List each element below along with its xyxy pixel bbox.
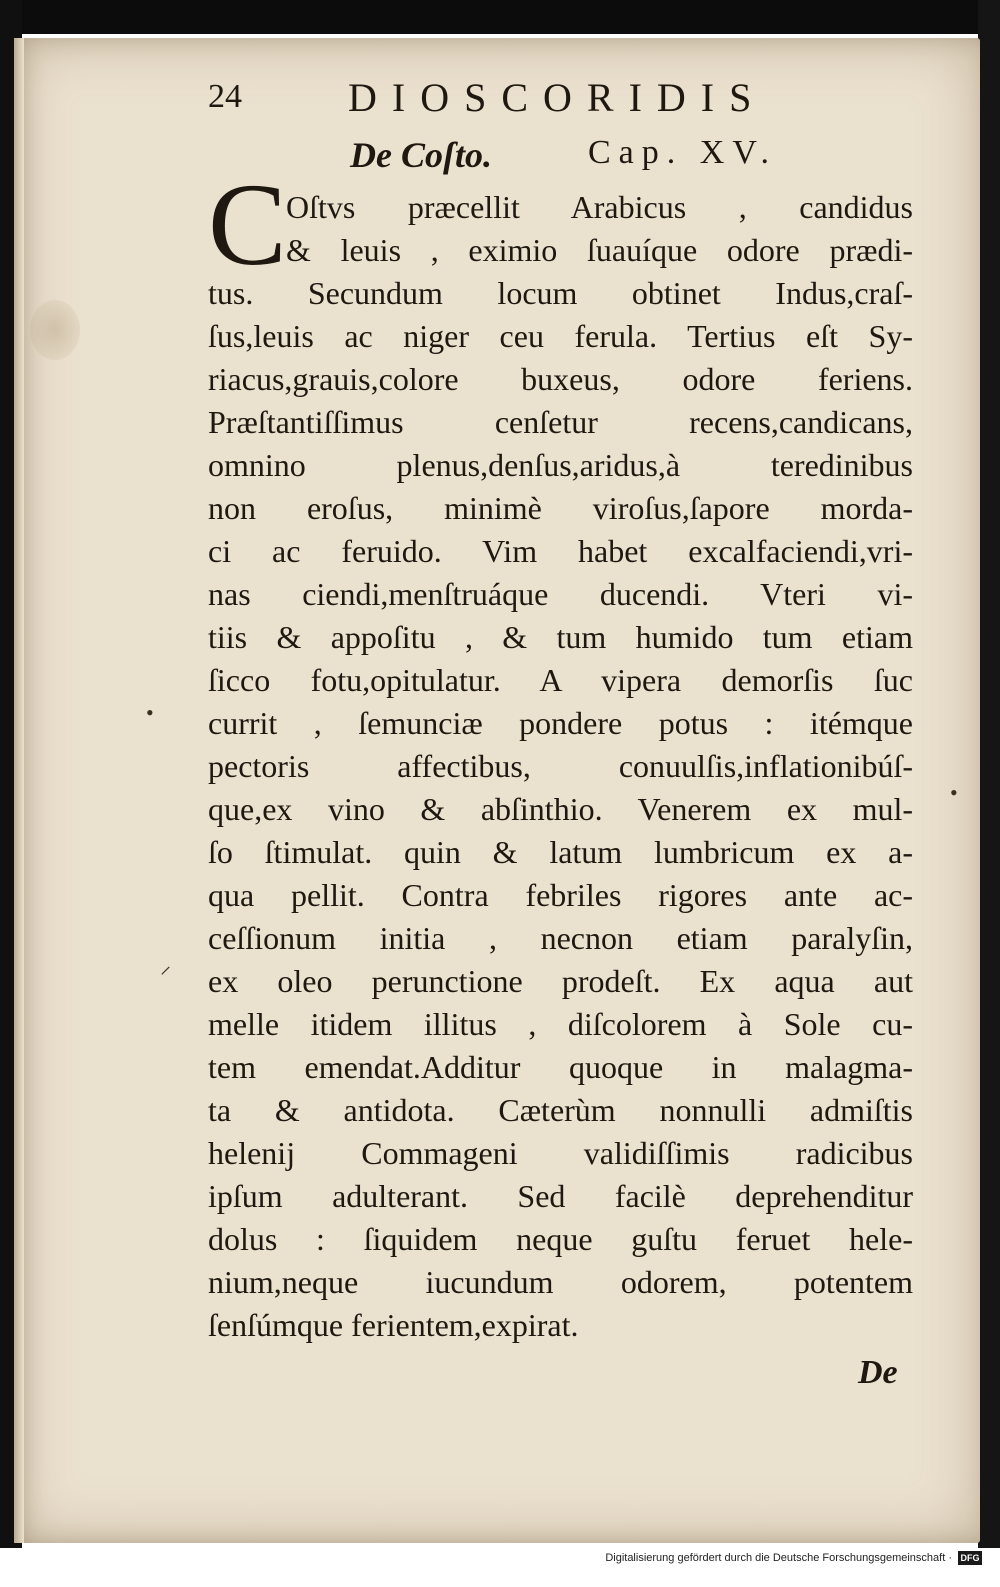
text-line: ex oleo perunctione prodeſt. Ex aqua aut [208, 963, 913, 999]
text-line: riacus,grauis,colore buxeus, odore feriens. [208, 361, 913, 397]
text-line: ſus,leuis ac niger ceu ferula. Tertius eſt Sy- [208, 318, 913, 354]
page-gutter-shadow [14, 38, 24, 1543]
text-line: Præſtantiſſimus cenſetur recens,candicans, [208, 404, 913, 440]
text-line: helenij Commageni validiſſimis radicibus [208, 1135, 913, 1171]
text-line: pectoris affectibus, conuulſis,inflationibúſ- [208, 748, 913, 784]
text-line: que,ex vino & abſinthio. Venerem ex mul- [208, 791, 913, 827]
text-line: Oſtvs præcellit Arabicus , candidus [286, 189, 913, 225]
digitization-credit: Digitalisierung gefördert durch die Deutsche Forschungsgemeinschaft · [605, 1552, 952, 1564]
chapter-title: De Coſto. [350, 135, 492, 175]
text-line: tus. Secundum locum obtinet Indus,craſ- [208, 275, 913, 311]
scan-background-right [978, 0, 1000, 1548]
margin-mark: • [146, 700, 154, 725]
body-text [208, 186, 913, 1347]
page-number: 24 [208, 78, 242, 115]
text-line: dolus : ſiquidem neque guſtu feruet hele- [208, 1221, 913, 1257]
text-line: ſo ſtimulat. quin & latum lumbricum ex a- [208, 834, 913, 870]
text-line: ceſſionum initia , necnon etiam paralyſin, [208, 920, 913, 956]
margin-mark: ⸝ [160, 953, 172, 978]
text-line: melle itidem illitus , diſcolorem à Sole cu- [208, 1006, 913, 1042]
text-line: omnino plenus,denſus,aridus,à teredinibus [208, 447, 913, 483]
text-line: nium,neque iucundum odorem, potentem [208, 1264, 913, 1300]
text-line: currit , ſemunciæ pondere potus : itémque [208, 705, 913, 741]
running-title: DIOSCORIDIS [348, 75, 767, 120]
text-line: qua pellit. Contra febriles rigores ante ac- [208, 877, 913, 913]
text-line: ta & antidota. Cæterùm nonnulli admiſtis [208, 1092, 913, 1128]
chapter-heading [350, 134, 810, 184]
paper-stain [30, 300, 80, 360]
text-line: ci ac feruido. Vim habet excalfaciendi,vri- [208, 533, 913, 569]
text-line: non eroſus, minimè viroſus,ſapore morda- [208, 490, 913, 526]
chapter-number: Cap. XV. [588, 134, 777, 171]
text-line: ipſum adulterant. Sed facilè deprehenditur [208, 1178, 913, 1214]
drop-cap-initial: C [208, 159, 287, 290]
text-line: ſicco fotu,opitulatur. A vipera demorſis ſuc [208, 662, 913, 698]
scan-background-top [0, 0, 1000, 34]
text-line: tem emendat.Additur quoque in malagma- [208, 1049, 913, 1085]
margin-mark: • [950, 780, 958, 805]
catchword: De [858, 1354, 898, 1391]
dfg-logo: DFG [958, 1551, 982, 1565]
text-line: nas ciendi,menſtruáque ducendi. Vteri vi- [208, 576, 913, 612]
text-line: tiis & appoſitu , & tum humido tum etiam [208, 619, 913, 655]
text-line: & leuis , eximio ſuauíque odore prædi- [286, 232, 913, 268]
text-line: ſenſúmque ferientem,expirat. [208, 1307, 579, 1343]
page-header [208, 74, 793, 124]
